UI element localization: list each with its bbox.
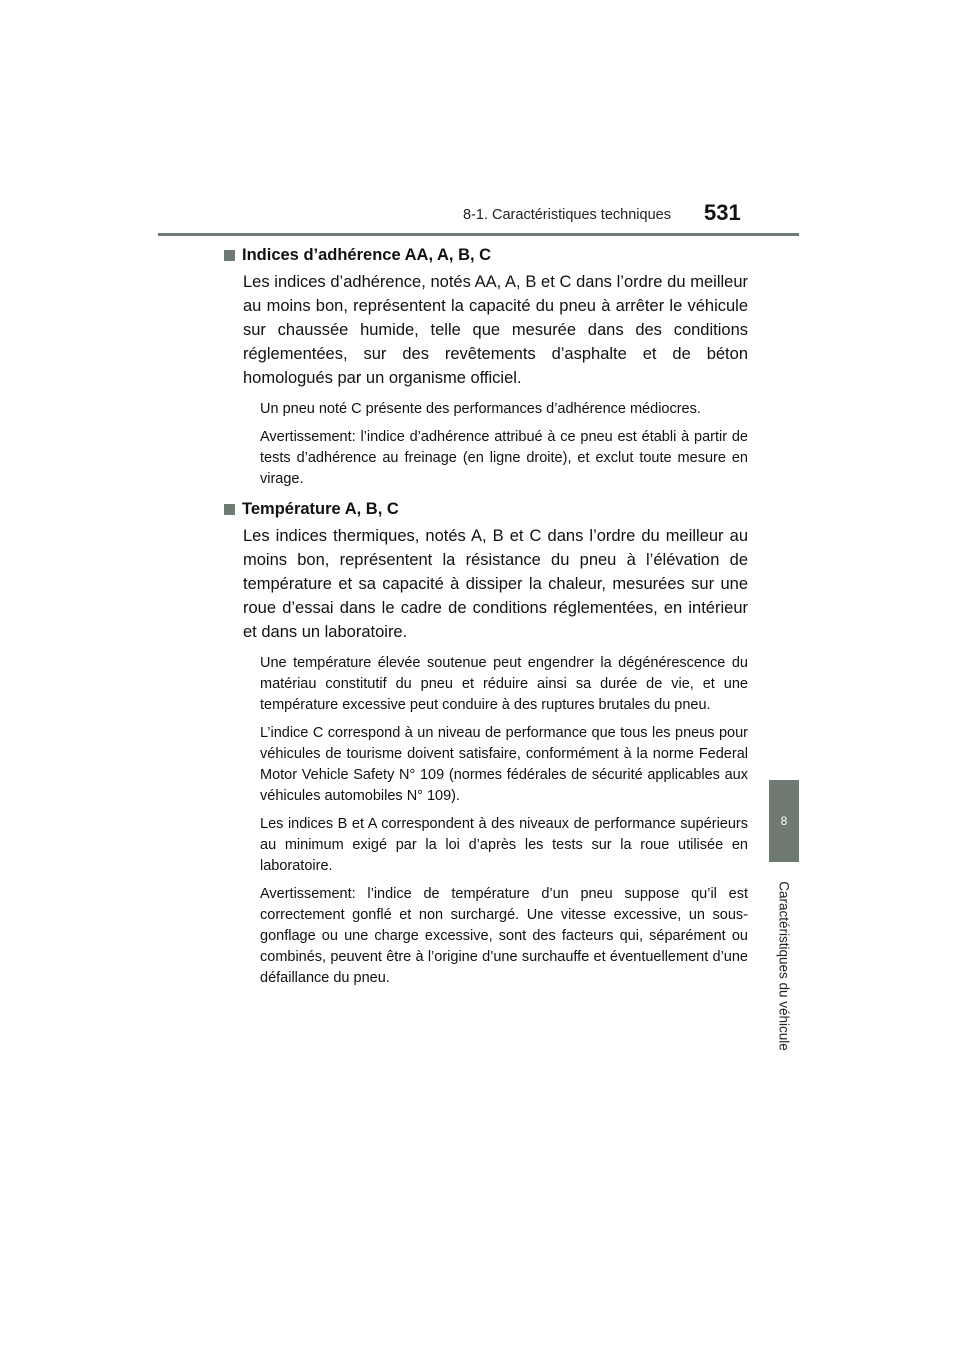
section-note: Les indices B et A correspondent à des niveaux de performance supérieurs au minimum exigé par la loi d’après les tests sur la roue utilisée en laboratoire.: [260, 816, 748, 874]
page-number: 531: [704, 200, 741, 225]
square-bullet-icon: [224, 250, 235, 261]
section-heading: [224, 244, 748, 266]
section-heading-text: Température A, B, C: [242, 500, 399, 518]
chapter-title: Caractéristiques du véhicule: [776, 881, 792, 1051]
section-temperature: [224, 498, 748, 989]
section-title: 8-1. Caractéristiques techniques: [463, 207, 671, 223]
page-content: [224, 244, 748, 989]
chapter-number: 8: [780, 814, 788, 828]
section-body: Les indices d’adhérence, notés AA, A, B et C dans l’ordre du meilleur au moins bon, représentent la capacité du pneu à arrêter le véhicule sur chaussée humide, telle que mesurée dans des conditions réglementées, sur des revêtements d’asphalte et de béton homologués par un organisme officiel.: [243, 273, 748, 387]
section-note: Avertissement: l’indice de température d’un pneu suppose qu’il est correctement gonflé et non surchargé. Une vitesse excessive, un sous-gonflage ou une charge excessive, sont des facteurs qui, séparément ou combinés, peuvent être à l’origine d’une surchauffe et éventuellement d’une défaillance du pneu.: [260, 886, 748, 986]
section-note: L’indice C correspond à un niveau de performance que tous les pneus pour véhicules de tourisme doivent satisfaire, conformément à la norme Federal Motor Vehicle Safety N° 109 (normes fédérales de sécurité applicables aux véhicules automobiles N° 109).: [260, 725, 748, 804]
section-heading-text: Indices d’adhérence AA, A, B, C: [242, 246, 492, 264]
section-body: Les indices thermiques, notés A, B et C dans l’ordre du meilleur au moins bon, représentent la résistance du pneu à l’élévation de température et sa capacité à dissiper la chaleur, mesurées sur une roue d’essai dans le cadre de conditions réglementées, en intérieur et dans un laboratoire.: [243, 527, 748, 641]
header-divider: [158, 233, 799, 236]
section-heading: [224, 498, 748, 520]
section-note: Avertissement: l’indice d’adhérence attribué à ce pneu est établi à partir de tests d’adhérence au freinage (en ligne droite), et exclut toute mesure en virage.: [260, 429, 748, 487]
section-note: Une température élevée soutenue peut engendrer la dégénérescence du matériau constitutif du pneu et réduire ainsi sa durée de vie, et une température excessive peut conduire à des ruptures brutales du pneu.: [260, 655, 748, 713]
section-note: Un pneu noté C présente des performances d’adhérence médiocres.: [260, 401, 701, 417]
chapter-tab[interactable]: [769, 780, 799, 862]
section-traction: [224, 244, 748, 490]
square-bullet-icon: [224, 504, 235, 515]
